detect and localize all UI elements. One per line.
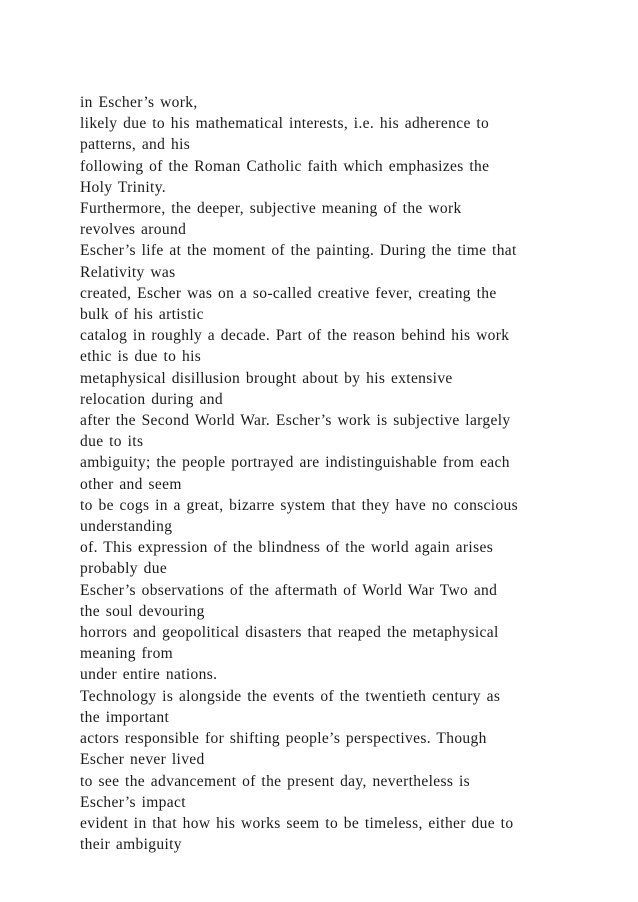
text-line: metaphysical disillusion brought about by his extensive [80, 369, 453, 387]
text-line: Escher’s life at the moment of the painting. During the time that [80, 242, 517, 260]
text-line: horrors and geopolitical disasters that reaped the metaphysical [80, 624, 499, 642]
text-line: their ambiguity [80, 836, 182, 854]
text-line: understanding [80, 518, 173, 536]
text-line: actors responsible for shifting people’s perspectives. Though [80, 730, 487, 748]
text-line: in Escher’s work, [80, 94, 198, 111]
text-line: to see the advancement of the present day, nevertheless is [80, 772, 471, 790]
body-text [80, 92, 580, 855]
text-line: the important [80, 708, 170, 726]
text-line: Escher’s observations of the aftermath of World War Two and [80, 581, 498, 599]
text-line: bulk of his artistic [80, 306, 204, 324]
text-line: evident in that how his works seem to be timeless, either due to [80, 814, 514, 832]
text-line: due to its [80, 433, 144, 451]
text-line: probably due [80, 560, 168, 578]
text-line: to be cogs in a great, bizarre system that they have no conscious [80, 496, 519, 514]
text-line: of. This expression of the blindness of the world again arises [80, 539, 494, 557]
text-line: catalog in roughly a decade. Part of the reason behind his work [80, 327, 510, 345]
text-line: relocation during and [80, 390, 223, 408]
text-line: the soul devouring [80, 602, 205, 620]
text-line: following of the Roman Catholic faith which emphasizes the [80, 157, 490, 175]
text-line: under entire nations. [80, 666, 218, 684]
text-line: Holy Trinity. [80, 178, 167, 196]
text-line: meaning from [80, 645, 174, 663]
text-line: after the Second World War. Escher’s work is subjective largely [80, 412, 511, 430]
text-line: ambiguity; the people portrayed are indistinguishable from each [80, 454, 510, 472]
text-line: Escher’s impact [80, 793, 186, 811]
text-line: patterns, and his [80, 136, 191, 154]
text-line: Furthermore, the deeper, subjective meaning of the work [80, 200, 462, 218]
text-line: created, Escher was on a so-called creative fever, creating the [80, 284, 497, 302]
text-line: likely due to his mathematical interests, i.e. his adherence to [80, 115, 490, 133]
text-line: Escher never lived [80, 751, 205, 769]
text-line: other and seem [80, 475, 182, 493]
text-line: Technology is alongside the events of the twentieth century as [80, 687, 501, 705]
text-line: revolves around [80, 221, 187, 239]
text-line: ethic is due to his [80, 348, 202, 366]
text-line: Relativity was [80, 263, 176, 281]
